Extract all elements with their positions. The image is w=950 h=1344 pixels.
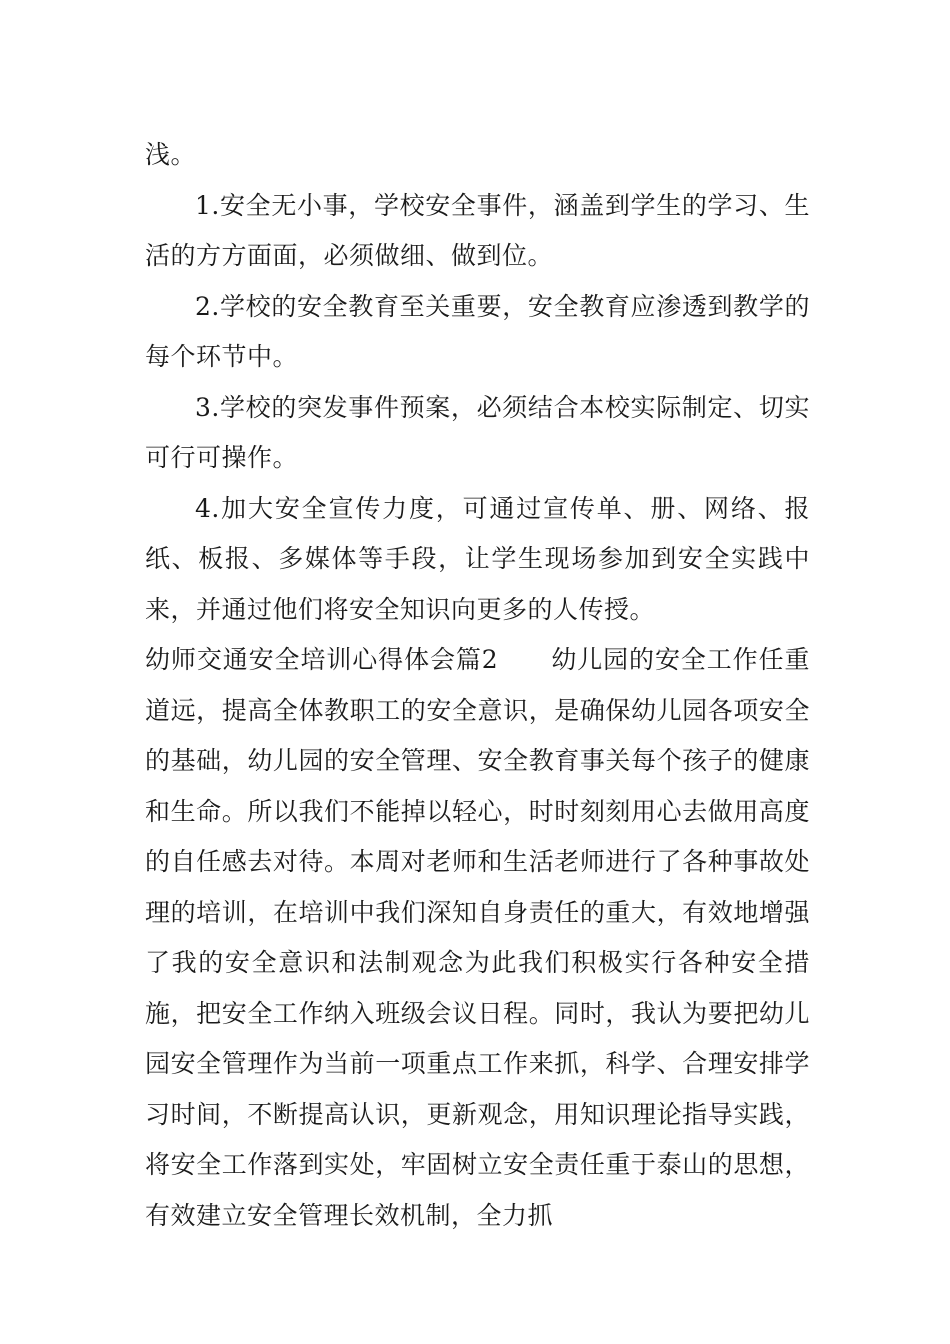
document-body xyxy=(145,130,810,1241)
section-paragraph xyxy=(145,635,810,1241)
paragraph-item-3: 3.学校的突发事件预案，必须结合本校实际制定、切实可行可操作。 xyxy=(145,392,810,472)
paragraph-item-2: 2.学校的安全教育至关重要，安全教育应渗透到教学的每个环节中。 xyxy=(145,291,810,371)
heading-gap xyxy=(498,645,551,674)
paragraph-item-4: 4.加大安全宣传力度，可通过宣传单、册、网络、报纸、板报、多媒体等手段，让学生现场参加到安全实践中来，并通过他们将安全知识向更多的人传授。 xyxy=(145,493,810,624)
section-body: 幼儿园的安全工作任重道远，提高全体教职工的安全意识，是确保幼儿园各项安全的基础，幼儿园的安全管理、安全教育事关每个孩子的健康和生命。所以我们不能掉以轻心，时时刻刻用心去做用高度的自任感去对待。本周对老师和生活老师进行了各种事故处理的培训，在培训中我们深知自身责任的重大，有效地增强了我的安全意识和法制观念为此我们积极实行各种安全措施，把安全工作纳入班级会议日程。同时，我认为要把幼儿园安全管理作为当前一项重点工作来抓，科学、合理安排学习时间，不断提高认识，更新观念，用知识理论指导实践，将安全工作落到实处，牢固树立安全责任重于泰山的思想，有效建立安全管理长效机制，全力抓 xyxy=(145,645,810,1230)
section-heading: 幼师交通安全培训心得体会篇2 xyxy=(145,645,499,674)
paragraph-continuation: 浅。 xyxy=(145,140,197,169)
paragraph-item-1: 1.安全无小事，学校安全事件，涵盖到学生的学习、生活的方方面面，必须做细、做到位。 xyxy=(145,190,810,270)
